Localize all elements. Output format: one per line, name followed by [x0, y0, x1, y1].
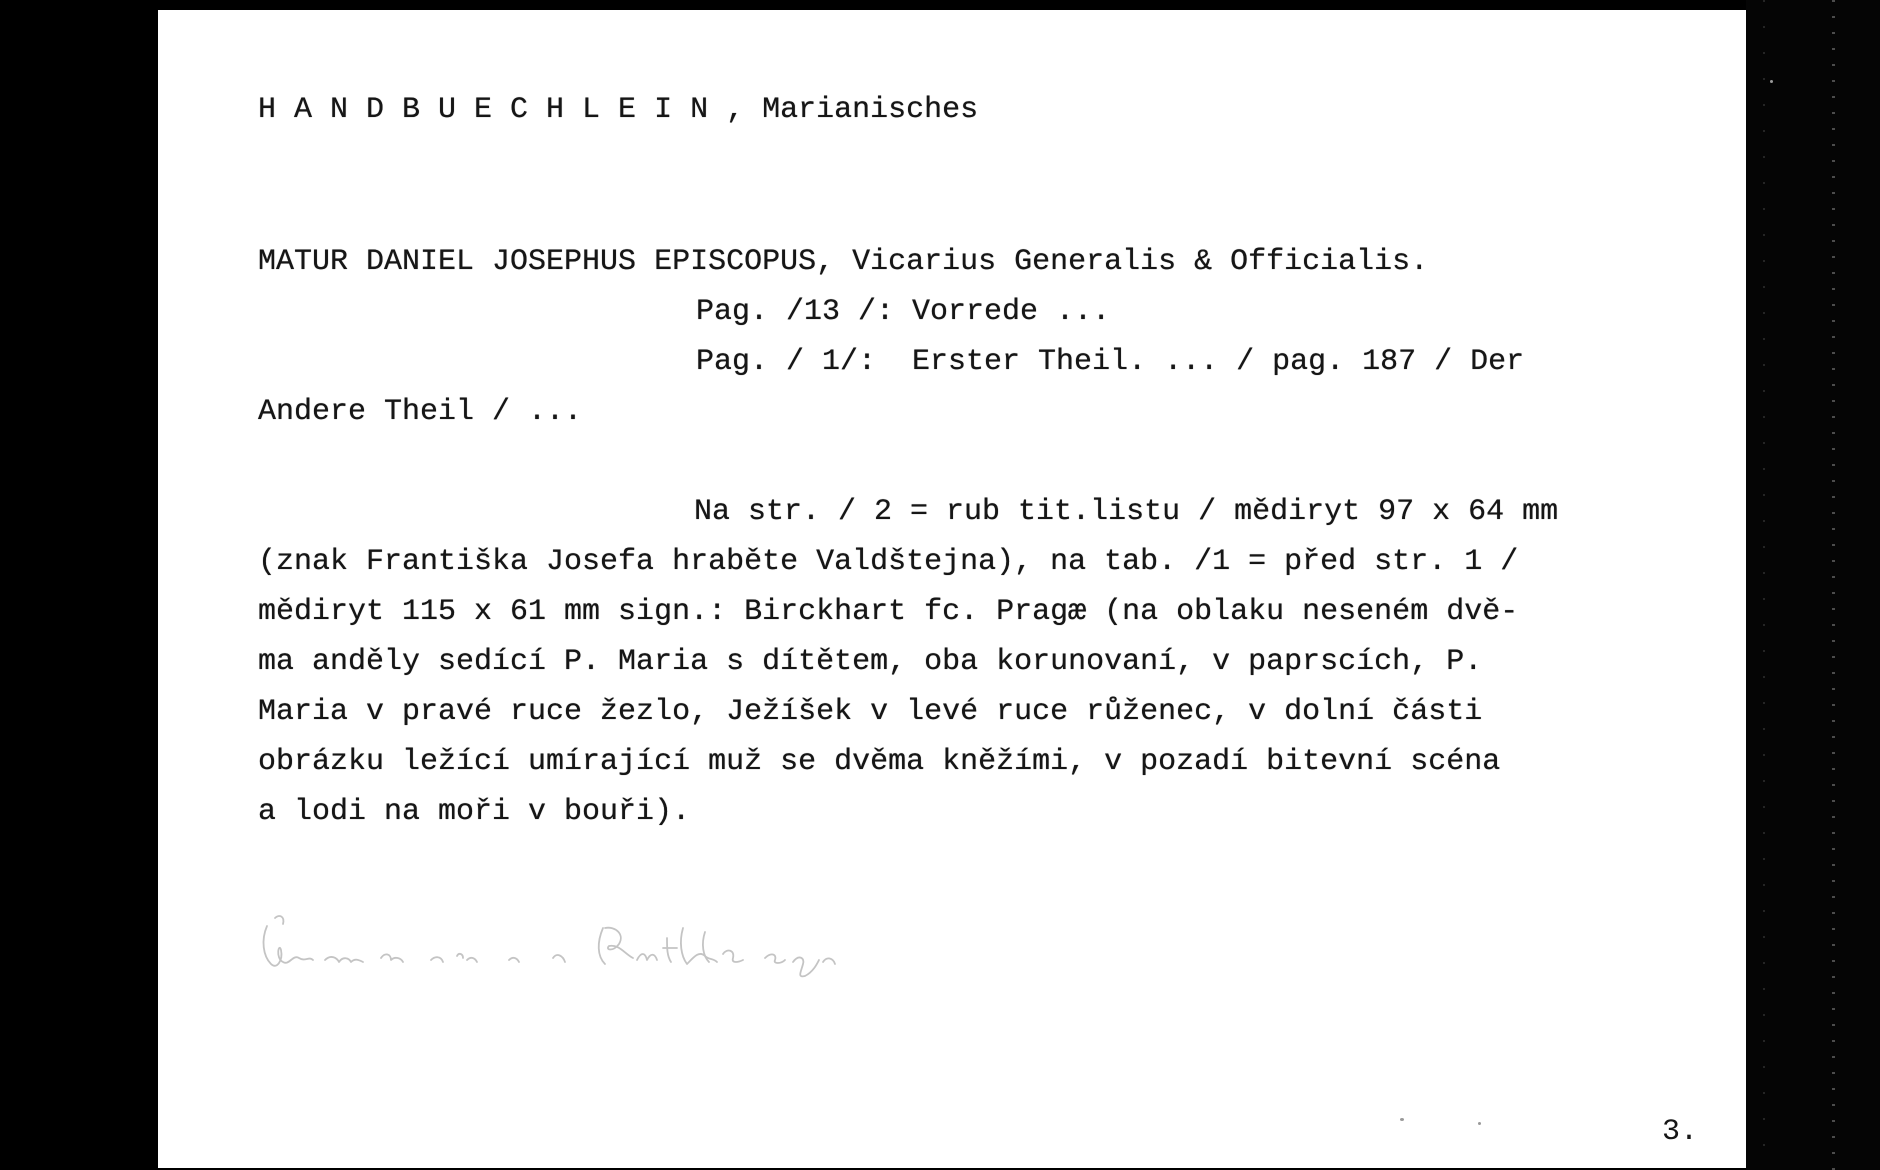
- description-line: Na str. / 2 = rub tit.listu / mědiryt 97 x 64 mm: [694, 495, 1559, 529]
- description-line: a lodi na moři v bouři).: [258, 795, 691, 829]
- author-line: MATUR DANIEL JOSEPHUS EPISCOPUS, Vicarius Generalis & Officialis.: [258, 245, 1429, 279]
- card-number: 3.: [1662, 1115, 1699, 1149]
- description-line: obrázku ležící umírající muž se dvěma kněžími, v pozadí bitevní scéna: [258, 745, 1501, 779]
- scan-speck: [1400, 1118, 1404, 1121]
- description-line: mědiryt 115 x 61 mm sign.: Birckhart fc. Pragæ (na oblaku neseném dvě-: [258, 595, 1519, 629]
- faded-handwritten-signature: [253, 898, 933, 1008]
- scan-speck: [1478, 1122, 1481, 1125]
- pagination-line: Andere Theil / ...: [258, 395, 583, 429]
- scan-edge-strip: [1746, 0, 1880, 1170]
- scan-edge-dots: [1832, 0, 1835, 1170]
- description-line: Maria v pravé ruce žezlo, Ježíšek v levé ruce růženec, v dolní části: [258, 695, 1483, 729]
- card-heading: H A N D B U E C H L E I N , Marianisches: [258, 93, 979, 127]
- pagination-line: Pag. /13 /: Vorrede ...: [696, 295, 1111, 329]
- catalog-card: [158, 10, 1746, 1168]
- scan-speck: [1770, 80, 1773, 83]
- scan-edge-dots: [1763, 0, 1765, 1170]
- pagination-line: Pag. / 1/: Erster Theil. ... / pag. 187 / Der: [696, 345, 1525, 379]
- description-line: (znak Františka Josefa hraběte Valdštejna), na tab. /1 = před str. 1 /: [258, 545, 1519, 579]
- description-line: ma anděly sedící P. Maria s dítětem, oba korunovaní, v paprscích, P.: [258, 645, 1483, 679]
